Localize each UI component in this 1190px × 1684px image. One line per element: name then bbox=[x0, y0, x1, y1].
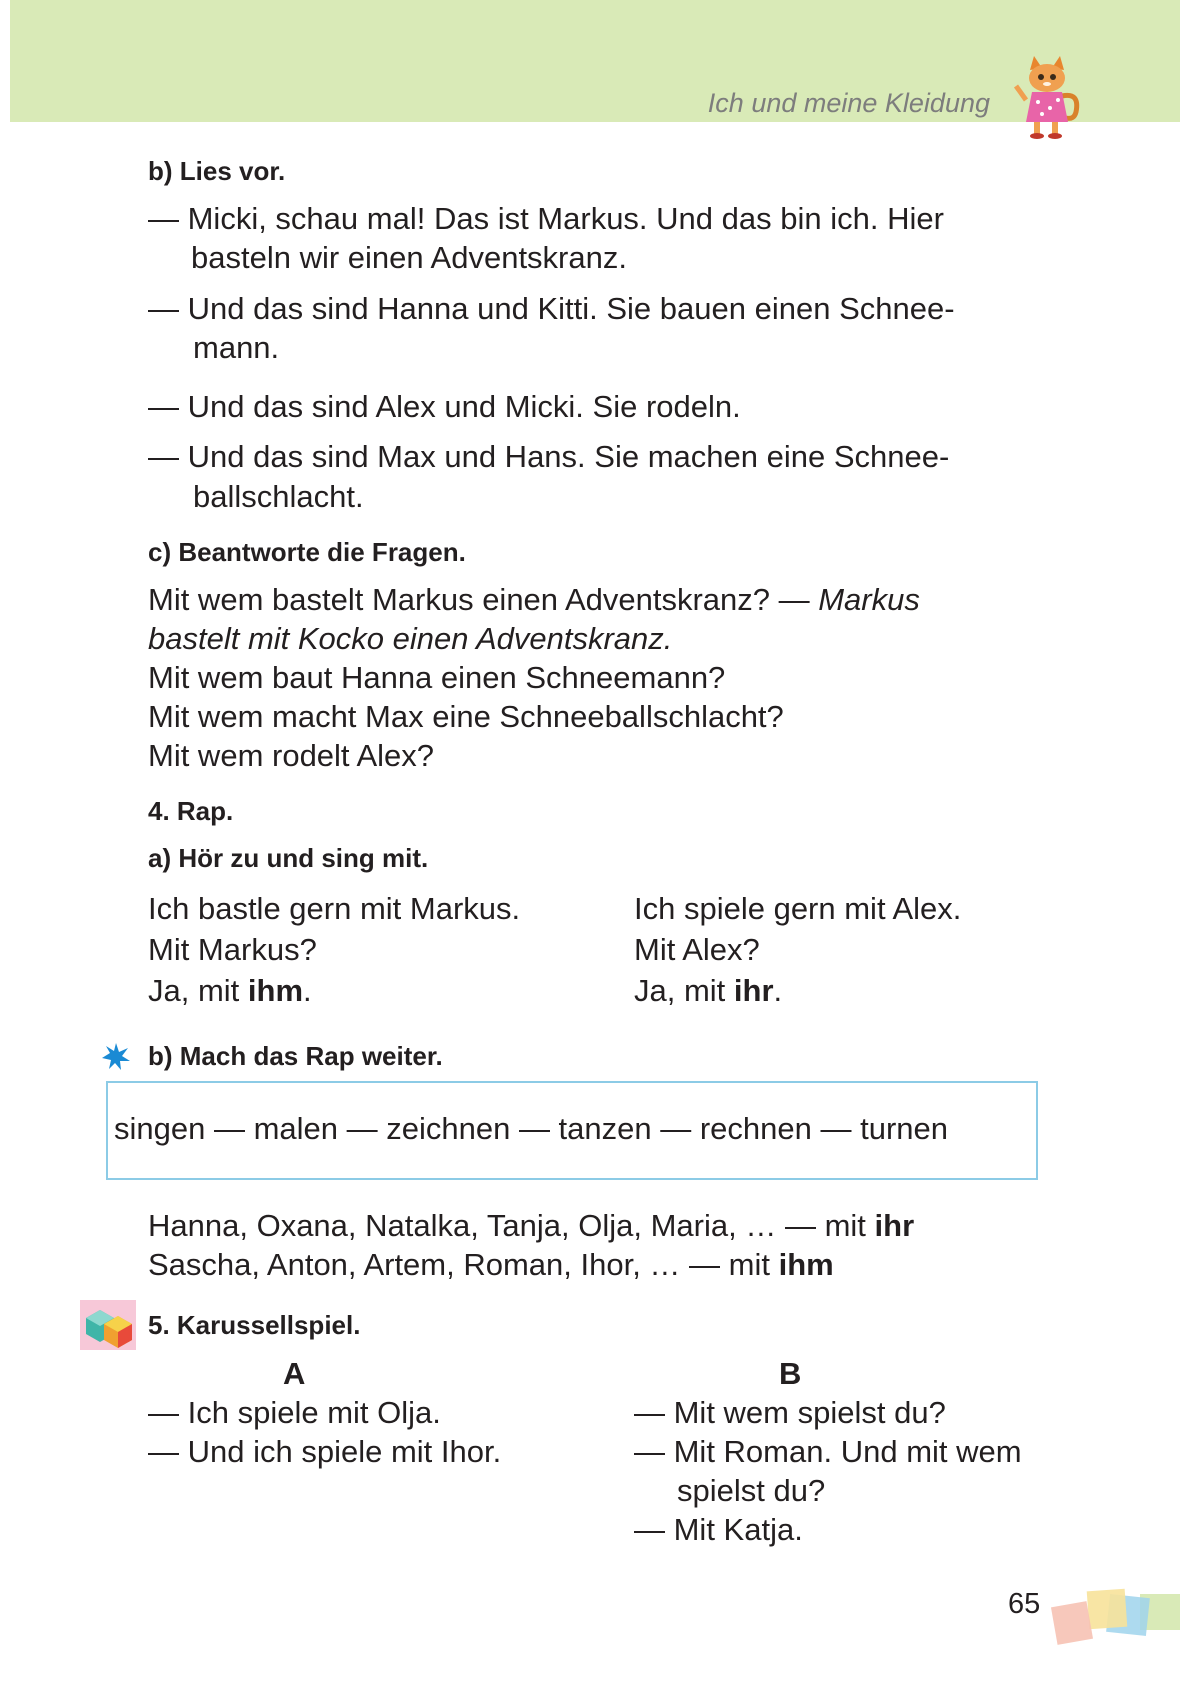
rap-line: Ich spiele gern mit Alex. bbox=[634, 891, 962, 926]
word-list: singen — malen — zeichnen — tanzen — rechnen — turnen bbox=[114, 1111, 949, 1146]
heading-hoer-zu: a) Hör zu und sing mit. bbox=[148, 843, 429, 873]
page-number: 65 bbox=[1008, 1588, 1041, 1620]
dialogue-line: — Und ich spiele mit Ihor. bbox=[148, 1434, 502, 1469]
dialogue-line: ballschlacht. bbox=[193, 479, 364, 514]
dialogue-line: mann. bbox=[193, 330, 280, 365]
rap-text: . bbox=[773, 973, 783, 1008]
chapter-title: Ich und meine Kleidung bbox=[707, 88, 990, 118]
dialogue-line: basteln wir einen Adventskranz. bbox=[191, 240, 627, 275]
column-a-label: A bbox=[283, 1356, 306, 1391]
names-line bbox=[148, 1206, 914, 1245]
column-b-label: B bbox=[779, 1356, 802, 1391]
heading-rap: 4. Rap. bbox=[148, 796, 234, 826]
dialogue-line: — Mit Katja. bbox=[634, 1512, 803, 1547]
rap-text: . bbox=[303, 973, 312, 1008]
heading-beantworte: c) Beantworte die Fragen. bbox=[148, 537, 466, 567]
dice-icon bbox=[80, 1300, 136, 1350]
rap-text: Ja, mit bbox=[634, 973, 734, 1008]
dialogue-line: — Und das sind Max und Hans. Sie machen eine Schnee- bbox=[148, 439, 950, 474]
pronoun-bold: ihm bbox=[778, 1247, 834, 1282]
rap-line: Ich bastle gern mit Markus. bbox=[148, 891, 521, 926]
question-line: Mit wem macht Max eine Schneeballschlacht? bbox=[148, 699, 784, 734]
rap-line bbox=[634, 971, 782, 1010]
names-text: Hanna, Oxana, Natalka, Tanja, Olja, Maria, … — mit bbox=[148, 1208, 875, 1243]
heading-karussellspiel: 5. Karussellspiel. bbox=[148, 1310, 361, 1340]
dialogue-line: — Mit wem spielst du? bbox=[634, 1395, 946, 1430]
question-line: Mit wem baut Hanna einen Schneemann? bbox=[148, 660, 726, 695]
rap-line: Mit Alex? bbox=[634, 932, 760, 967]
dialogue-line: — Mit Roman. Und mit wem bbox=[634, 1434, 1022, 1469]
dialogue-line: — Und das sind Alex und Micki. Sie rodeln. bbox=[148, 389, 741, 424]
answer-text: Markus bbox=[818, 582, 920, 617]
star-burst-icon bbox=[101, 1042, 131, 1072]
rap-text: Ja, mit bbox=[148, 973, 248, 1008]
dialogue-line: — Micki, schau mal! Das ist Markus. Und das bin ich. Hier bbox=[148, 201, 944, 236]
dialogue-line: — Ich spiele mit Olja. bbox=[148, 1395, 441, 1430]
rap-line bbox=[148, 971, 312, 1010]
question-line bbox=[148, 580, 920, 619]
heading-lies-vor: b) Lies vor. bbox=[148, 156, 286, 186]
page-header bbox=[10, 0, 1180, 122]
names-line bbox=[148, 1245, 834, 1284]
cat-mascot-icon bbox=[1012, 56, 1082, 140]
dialogue-line: — Und das sind Hanna und Kitti. Sie bauen einen Schnee- bbox=[148, 291, 955, 326]
rap-line: Mit Markus? bbox=[148, 932, 317, 967]
question-line: Mit wem rodelt Alex? bbox=[148, 738, 434, 773]
pronoun-bold: ihr bbox=[874, 1208, 915, 1243]
question-text: Mit wem bastelt Markus einen Adventskranz? — bbox=[148, 582, 819, 617]
heading-mach-rap: b) Mach das Rap weiter. bbox=[148, 1041, 443, 1071]
names-text: Sascha, Anton, Artem, Roman, Ihor, … — mit bbox=[148, 1247, 779, 1282]
pronoun-bold: ihr bbox=[733, 973, 774, 1008]
dialogue-line: spielst du? bbox=[677, 1473, 826, 1508]
word-box bbox=[106, 1081, 1038, 1180]
corner-squares-icon bbox=[1048, 1582, 1180, 1666]
pronoun-bold: ihm bbox=[247, 973, 304, 1008]
answer-text: bastelt mit Kocko einen Adventskranz. bbox=[148, 621, 673, 656]
